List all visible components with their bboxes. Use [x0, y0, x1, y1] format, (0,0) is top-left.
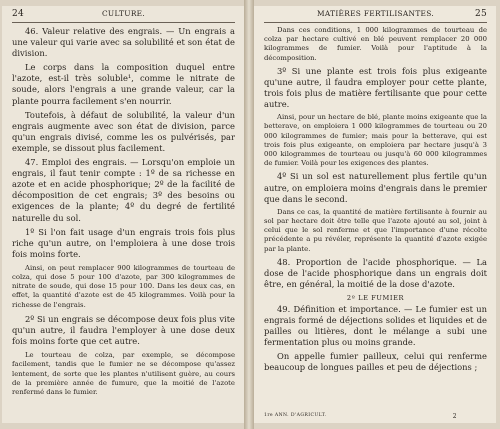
- paragraph-pailleux: On appelle fumier pailleux, celui qui renferme beaucoup de longues pailles et peu de déjections ;: [264, 351, 487, 373]
- book-gutter: [244, 0, 254, 429]
- paragraph-47: 47. Emploi des engrais. — Lorsqu'on emploie un engrais, il faut tenir compte : 1º de sa richesse en azote et en acide phosphorique; 2º de la facilité de décomposition de cet engrais; 3º des besoins ou exigences de la plante; 4º du degré de fertilité naturelle du sol.: [12, 157, 235, 223]
- paragraph-example-tourteau: Ainsi, on peut remplacer 900 kilogrammes de tourteau de colza, qui dose 5 pour 100 d'azote, par 300 kilogrammes de nitrate de soude, qui dose 15 pour 100. Dans les deux cas, en effet, la quantité d'azote est de 45 kilogrammes. Voilà pour la richesse de l'engrais.: [12, 263, 235, 309]
- right-page-number: 25: [474, 9, 487, 19]
- section-heading-fumier: 2º LE FUMIER: [346, 293, 405, 302]
- paragraph-49: 49. Définition et importance. — Le fumier est un engrais formé de déjections solides et liquides et de pailles ou litières, dont le mélange a subi une fermentation plus ou moins grande.: [264, 303, 487, 348]
- right-header-rule: [264, 22, 487, 23]
- footer-signature-mark: 1re ANN. D'AGRICULT.: [264, 413, 327, 418]
- paragraph-division: Toutefois, à défaut de solubilité, la valeur d'un engrais augmente avec son état de division, parce qu'un engrais divisé, comme les os pulvérisés, par exemple, se dissout plus facilement.: [12, 109, 235, 153]
- left-page-header: [12, 6, 235, 22]
- paragraph-example-colza: Le tourteau de colza, par exemple, se décompose facilement, tandis que le fumier ne se décompose qu'assez lentement, de sorte que les plantes n'utilisent guère, au cours de la première année de fumure, que la moitié de l'azote renfermé dans le fumier.: [12, 351, 235, 396]
- text-46: 46. Valeur relative des engrais. — Un engrais a une valeur qui varie avec sa solubilité et son état de division.: [12, 26, 235, 59]
- paragraph-conditions: Dans ces conditions, 1 000 kilogrammes de tourteau de colza par hectare cultivé en blé peuvent remplacer 20 000 kilogrammes de fumier. Voilà pour l'aptitude à la décomposition.: [264, 26, 487, 62]
- paragraph-48: 48. Proportion de l'acide phosphorique. — La dose de l'acide phosphorique dans un engrais doit être, en général, la moitié de la dose d'azote.: [264, 256, 487, 289]
- left-page: [2, 6, 244, 423]
- paragraph-riche: 1º Si l'on fait usage d'un engrais trois fois plus riche qu'un autre, on l'emploiera à une dose trois fois moins forte.: [12, 226, 235, 259]
- paragraph-decompose: 2º Si un engrais se décompose deux fois plus vite qu'un autre, il faudra l'employer à une dose deux fois moins forte que cet autre.: [12, 313, 235, 347]
- right-running-title: MATIÈRES FERTILISANTES.: [317, 9, 434, 18]
- left-page-number: 24: [12, 9, 25, 19]
- right-page-header: [264, 6, 487, 22]
- paragraph-exigeante: 3º Si une plante est trois fois plus exigeante qu'une autre, il faudra employer pour cette plante, trois fois plus de matière fertilisante que pour cette autre.: [264, 65, 487, 110]
- left-header-rule: [12, 22, 235, 23]
- right-page: [254, 6, 496, 423]
- footer-signature-number: 2: [452, 413, 457, 420]
- paragraph-fertile: 4º Si un sol est naturellement plus fertile qu'un autre, on emploiera moins d'engrais dans le premier que dans le second.: [264, 171, 487, 204]
- paragraph-46: [12, 26, 235, 59]
- paragraph-azote-soluble: Le corps dans la composition duquel entre l'azote, est-il très soluble¹, comme le nitrate de soude, alors l'engrais a une grande valeur, car la plante pourra facilement s'en nourrir.: [12, 62, 235, 106]
- paragraph-example-sol: Dans ce cas, la quantité de matière fertilisante à fournir au sol par hectare doit être telle que l'azote ajouté au sol, joint à celui que le sol renferme et que l'importance d'une récolte précédente a pu révéler, représente la quantité d'azote exigée par la plante.: [264, 207, 487, 253]
- left-running-title: CULTURE.: [101, 9, 146, 18]
- paragraph-example-betterave: Ainsi, pour un hectare de blé, plante moins exigeante que la betterave, on emploiera 1 000 kilogrammes de tourteau ou 20 000 kilogrammes de fumier; mais pour la betterave, qui est trois fois plus exigeante, on emploiera par hectare jusqu'à 3 000 kilogrammes de tourteau ou jusqu'à 60 000 kilogrammes de fumier. Voilà pour les exigences des plantes.: [264, 113, 487, 168]
- right-page-footer: [264, 413, 487, 420]
